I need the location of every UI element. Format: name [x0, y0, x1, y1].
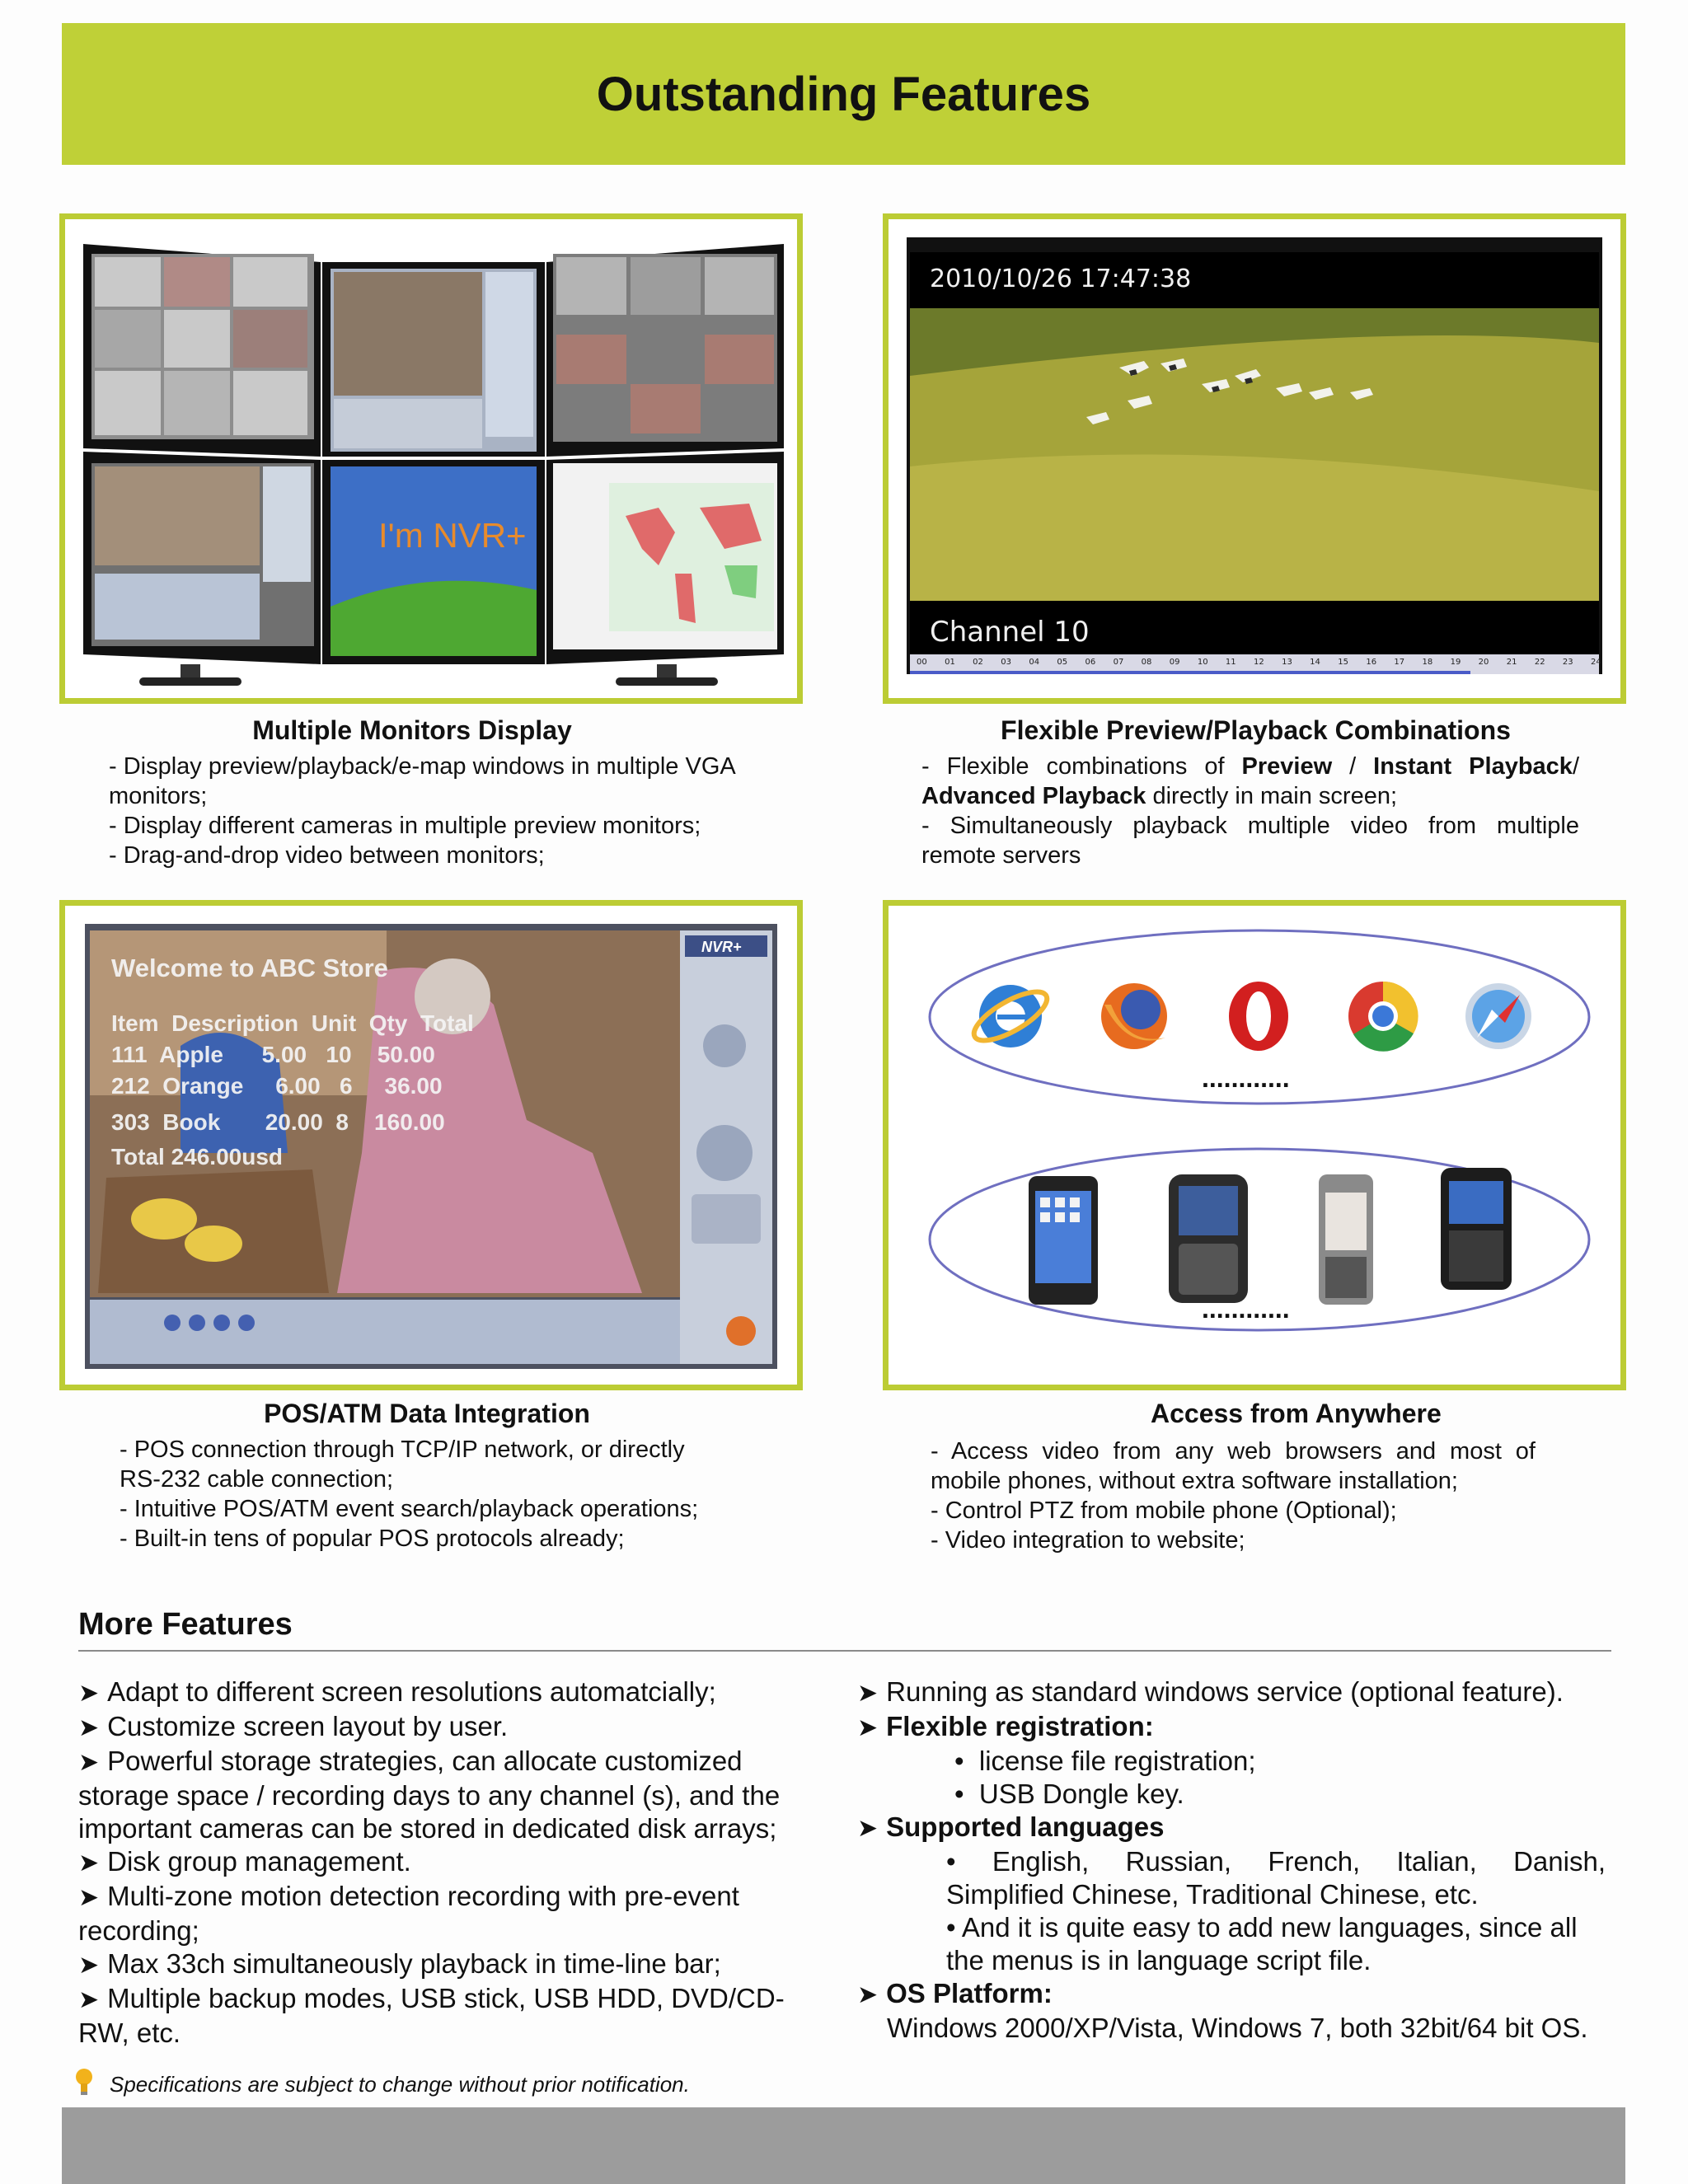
- feature-title-access: Access from Anywhere: [1151, 1399, 1442, 1428]
- feature-line: - Intuitive POS/ATM event search/playback operations;: [120, 1496, 699, 1522]
- access-anywhere-image: [883, 900, 1626, 1390]
- feature-line: monitors;: [109, 783, 208, 809]
- nokia-icon: [1319, 1174, 1373, 1305]
- timeline-hour-label: 14: [1310, 658, 1320, 667]
- timeline-hour-label: 09: [1169, 658, 1180, 667]
- safari-icon: [1465, 983, 1531, 1049]
- timeline-hour-label: 03: [1001, 658, 1011, 667]
- list-item: ➤ OS Platform:: [857, 1978, 1053, 2008]
- timeline-hour-label: 08: [1141, 658, 1152, 667]
- feature-title-multi-monitor: Multiple Monitors Display: [252, 715, 572, 745]
- pos-row: 303 Book 20.00 8 160.00: [111, 1109, 445, 1135]
- chrome-icon: [1348, 982, 1418, 1052]
- more-features-left: [78, 1675, 820, 2050]
- list-item: ➤ Powerful storage strategies, can allocate customized: [78, 1746, 743, 1776]
- arrow-icon: ➤: [857, 1815, 879, 1842]
- spec-notice: Specifications are subject to change without prior notification.: [110, 2072, 690, 2097]
- blackberry-icon: [1169, 1174, 1248, 1303]
- iphone-icon: [1029, 1176, 1098, 1305]
- playback-timestamp: 2010/10/26 17:47:38: [930, 265, 1192, 293]
- arrow-icon: ➤: [78, 1680, 100, 1707]
- timeline-hour-label: 19: [1450, 658, 1461, 667]
- playback-channel-label: Channel 10: [930, 616, 1090, 649]
- list-item: • USB Dongle key.: [954, 1779, 1184, 1809]
- timeline-hour-label: 00: [917, 658, 927, 667]
- list-item: the menus is in language script file.: [946, 1945, 1372, 1975]
- list-item: recording;: [78, 1915, 199, 1946]
- multi-monitor-image: [59, 213, 803, 704]
- list-item: ➤ Multi-zone motion detection recording with pre-event: [78, 1881, 739, 1911]
- pos-header-text: Item Description Unit Qty Total: [111, 1010, 474, 1036]
- timeline-hour-label: 06: [1085, 658, 1096, 667]
- footer-bar: [62, 2107, 1625, 2184]
- timeline-hour-label: 21: [1506, 658, 1517, 667]
- list-item: ➤ Multiple backup modes, USB stick, USB HDD, DVD/CD-: [78, 1983, 785, 2013]
- feature-title-playback: Flexible Preview/Playback Combinations: [1001, 715, 1511, 745]
- opera-icon: [1229, 982, 1288, 1051]
- list-item: • license file registration;: [954, 1746, 1256, 1776]
- timeline-hour-label: 24: [1591, 658, 1601, 667]
- arrow-icon: ➤: [78, 1749, 100, 1776]
- arrow-icon: ➤: [78, 1952, 100, 1979]
- list-item: important cameras can be stored in dedicated disk arrays;: [78, 1813, 777, 1844]
- list-item: ➤ Disk group management.: [78, 1846, 411, 1877]
- feature-line: - POS connection through TCP/IP network, or directly: [120, 1436, 685, 1463]
- motorola-icon: [1441, 1168, 1512, 1290]
- header-banner: [62, 23, 1625, 165]
- arrow-icon: ➤: [857, 1680, 879, 1707]
- feature-body-pos: [120, 1435, 779, 1554]
- timeline-hour-label: 15: [1338, 658, 1348, 667]
- feature-line: - Video integration to website;: [931, 1527, 1245, 1554]
- nvr-wallpaper-text: I'm NVR+: [378, 516, 527, 555]
- list-item: • English, Russian, French, Italian, Danish,: [946, 1846, 1606, 1877]
- pos-welcome-text: Welcome to ABC Store: [111, 954, 388, 982]
- feature-title-pos: POS/ATM Data Integration: [264, 1399, 590, 1428]
- timeline-hour-label: 11: [1225, 658, 1236, 667]
- timeline-hour-label: 05: [1057, 658, 1068, 667]
- timeline-hour-label: 17: [1394, 658, 1405, 667]
- pos-row: 212 Orange 6.00 6 36.00: [111, 1073, 443, 1099]
- feature-line: - Display different cameras in multiple preview monitors;: [109, 813, 701, 839]
- feature-line: mobile phones, without extra software installation;: [931, 1468, 1458, 1494]
- lightbulb-icon: [73, 2067, 96, 2097]
- timeline-hour-label: 13: [1282, 658, 1292, 667]
- timeline-hour-label: 20: [1478, 658, 1489, 667]
- section-divider: [78, 1650, 1611, 1652]
- arrow-icon: ➤: [857, 1981, 879, 2008]
- playback-image: [883, 213, 1626, 704]
- feature-line: - Display preview/playback/e-map windows in multiple VGA: [109, 753, 736, 780]
- timeline-hour-label: 10: [1197, 658, 1208, 667]
- list-item: ➤ Flexible registration:: [857, 1711, 1154, 1741]
- timeline-hour-label: 02: [973, 658, 983, 667]
- nvr-logo-text: NVR+: [701, 939, 742, 955]
- list-item: ➤ Customize screen layout by user.: [78, 1711, 509, 1741]
- feature-body-playback: - Flexible combinations of Preview / Instant Playback/ Advanced Playback directly in main screen; - Simultaneously playback multiple video from multiple remote servers: [921, 753, 1579, 869]
- arrow-icon: ➤: [78, 1986, 100, 2013]
- arrow-icon: ➤: [857, 1714, 879, 1741]
- list-item: ➤ Running as standard windows service (optional feature).: [857, 1676, 1564, 1707]
- timeline-hour-label: 16: [1366, 658, 1377, 667]
- timeline-hour-label: 23: [1562, 658, 1573, 667]
- pos-image: [59, 900, 803, 1390]
- list-item: ➤ Supported languages: [857, 1811, 1165, 1842]
- list-item: ➤ Adapt to different screen resolutions automatcially;: [78, 1676, 716, 1707]
- feature-body-access: [931, 1436, 1536, 1555]
- pos-row: 111 Apple 5.00 10 50.00: [111, 1042, 435, 1067]
- page-title: Outstanding Features: [596, 67, 1091, 121]
- arrow-icon: ➤: [78, 1714, 100, 1741]
- feature-line: - Drag-and-drop video between monitors;: [109, 842, 545, 869]
- feature-line: - Control PTZ from mobile phone (Optional);: [931, 1497, 1397, 1524]
- timeline-hour-label: 01: [945, 658, 955, 667]
- list-item: RW, etc.: [78, 2018, 181, 2048]
- list-item: Windows 2000/XP/Vista, Windows 7, both 32bit/64 bit OS.: [887, 2013, 1588, 2043]
- more-features-right: [857, 1675, 1606, 2045]
- feature-line: RS-232 cable connection;: [120, 1466, 394, 1493]
- mobile-ellipsis: ............: [1202, 1294, 1290, 1324]
- more-features-heading: More Features: [78, 1607, 293, 1642]
- arrow-icon: ➤: [78, 1849, 100, 1877]
- feature-line: - Access video from any web browsers and most of: [931, 1438, 1536, 1465]
- timeline-hour-label: 22: [1534, 658, 1545, 667]
- list-item: • And it is quite easy to add new languages, since all: [946, 1912, 1578, 1943]
- timeline-hour-label: 18: [1422, 658, 1433, 667]
- list-item: ➤ Max 33ch simultaneously playback in time-line bar;: [78, 1948, 721, 1979]
- list-item: storage space / recording days to any channel (s), and the: [78, 1780, 781, 1811]
- feature-body-multi-monitor: [109, 752, 768, 870]
- timeline-hour-label: 07: [1113, 658, 1124, 667]
- browser-ellipsis: ............: [1202, 1063, 1290, 1093]
- firefox-icon: [1101, 983, 1167, 1049]
- timeline-hour-label: 04: [1029, 658, 1040, 667]
- feature-line: - Built-in tens of popular POS protocols already;: [120, 1526, 625, 1552]
- arrow-icon: ➤: [78, 1884, 100, 1911]
- timeline-hour-label: 12: [1254, 658, 1264, 667]
- list-item: Simplified Chinese, Traditional Chinese, etc.: [946, 1879, 1479, 1910]
- pos-total-text: Total 246.00usd: [111, 1144, 284, 1169]
